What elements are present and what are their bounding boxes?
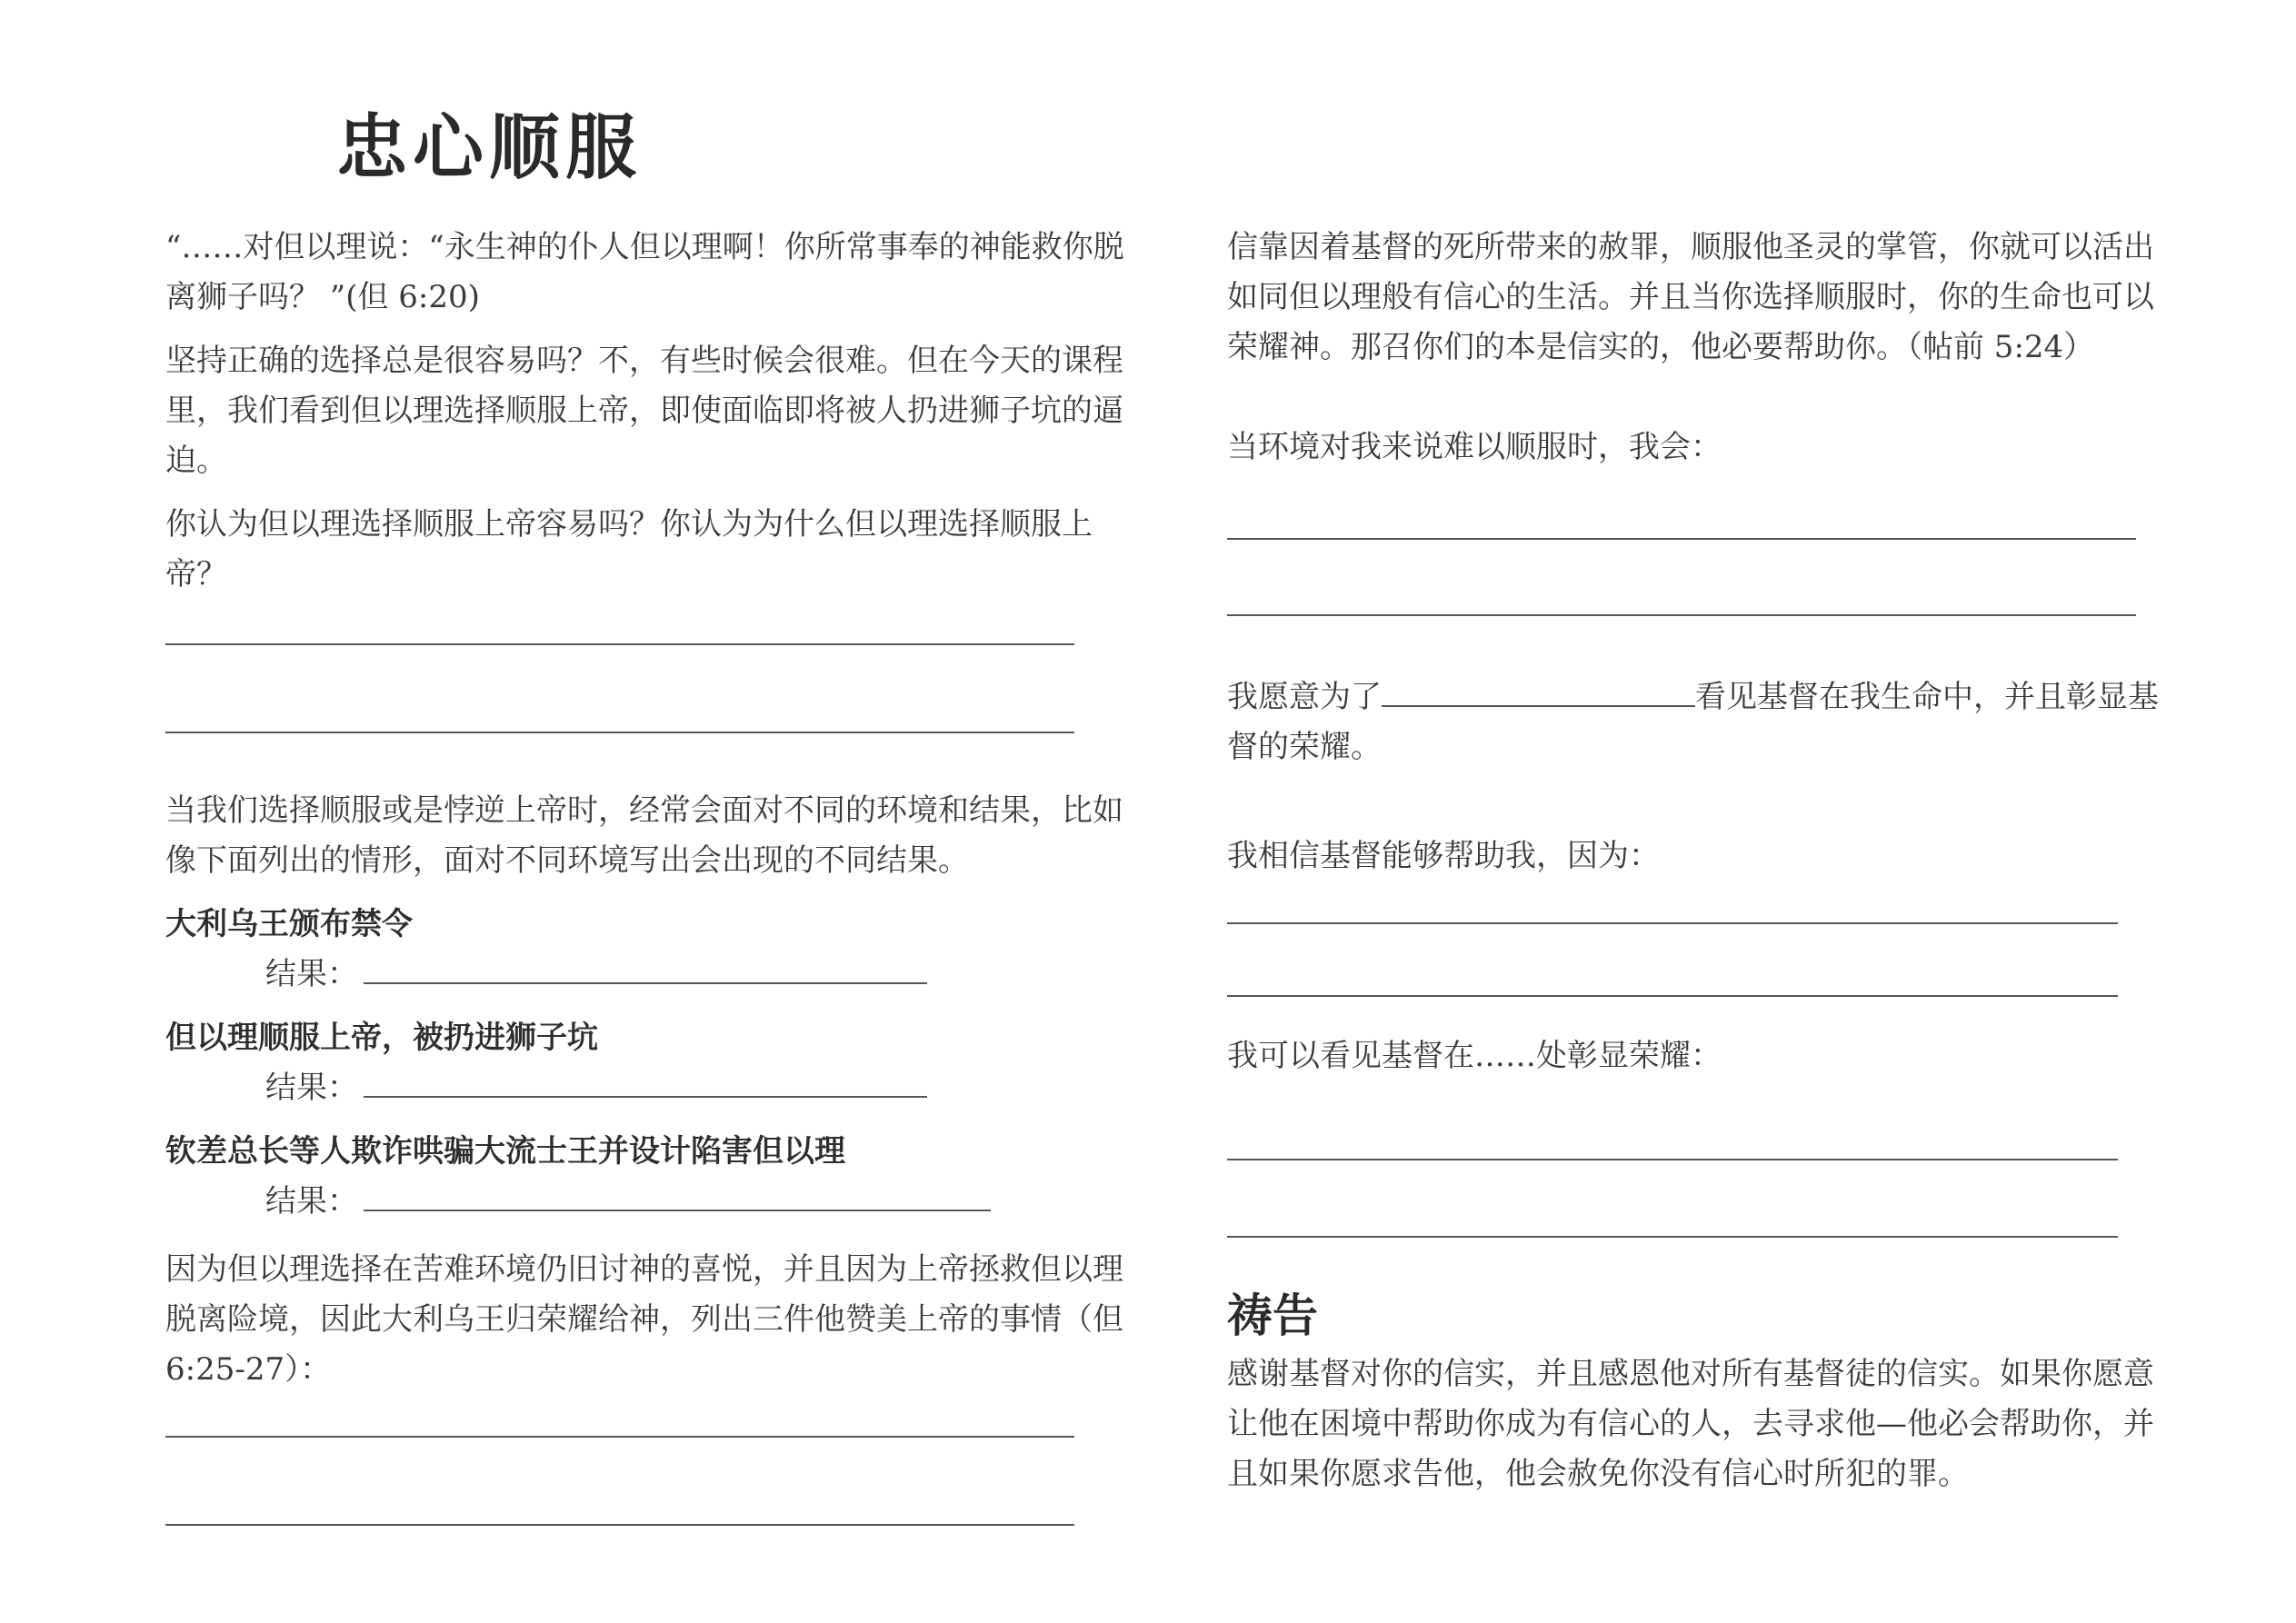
scenario-intro-paragraph: 当我们选择顺服或是悖逆上帝时，经常会面对不同的环境和结果，比如像下面列出的情形，面对不同环境写出会出现的不同结果。 xyxy=(165,792,1123,879)
page-title: 忠心顺服 xyxy=(336,107,643,189)
prompt-willing-after: 看见基督在我生命中，并且彰显基督的荣耀。 xyxy=(1227,679,2159,765)
verse-text: “……对但以理说：“永生神的仆人但以理啊！你所常事奉的神能救你脱离狮子吗？ ”(但 6:20) xyxy=(165,229,1124,315)
scenario-heading: 但以理顺服上帝，被扔进狮子坑 xyxy=(165,1020,598,1056)
result-answer-line[interactable] xyxy=(364,1182,991,1211)
result-label: 结果： xyxy=(265,1070,358,1106)
praise-question-paragraph: 因为但以理选择在苦难环境仍旧讨神的喜悦，并且因为上帝拯救但以理脱离险境，因此大利乌王归荣耀给神，列出三件他赞美上帝的事情（但 6:25-27）： xyxy=(165,1251,1123,1388)
question-paragraph: 你认为但以理选择顺服上帝容易吗？你认为为什么但以理选择顺服上帝？ xyxy=(165,506,1093,592)
intro-paragraph: 坚持正确的选择总是很容易吗？不，有些时候会很难。但在今天的课程里，我们看到但以理选择顺服上帝，即使面临即将被人扔进狮子坑的逼迫。 xyxy=(165,343,1123,479)
answer-line[interactable] xyxy=(1227,922,2118,924)
answer-line[interactable] xyxy=(1227,1159,2118,1160)
result-answer-line[interactable] xyxy=(364,1069,927,1098)
answer-line[interactable] xyxy=(1227,1236,2118,1238)
answer-line[interactable] xyxy=(165,643,1074,645)
answer-line[interactable] xyxy=(1227,538,2136,540)
result-row xyxy=(265,950,927,1000)
result-row xyxy=(265,1063,927,1113)
answer-line[interactable] xyxy=(165,1524,1074,1526)
prompt-willing-before: 我愿意为了 xyxy=(1227,679,1382,715)
prompt-difficult-obey: 当环境对我来说难以顺服时，我会： xyxy=(1227,429,1722,465)
scenario-heading: 大利乌王颁布禁令 xyxy=(165,906,413,942)
result-answer-line[interactable] xyxy=(364,955,927,984)
scenario-heading: 钦差总长等人欺诈哄骗大流士王并设计陷害但以理 xyxy=(165,1133,845,1170)
prayer-text: 感谢基督对你的信实，并且感恩他对所有基督徒的信实。如果你愿意让他在困境中帮助你成为有信心的人，去寻求他—他必会帮助你，并且如果你愿求告他，他会赦免你没有信心时所犯的罪。 xyxy=(1227,1356,2154,1492)
answer-line[interactable] xyxy=(165,732,1074,733)
answer-line[interactable] xyxy=(165,1436,1074,1438)
answer-line[interactable] xyxy=(1227,614,2136,616)
prayer-heading: 祷告 xyxy=(1227,1289,1318,1342)
result-label: 结果： xyxy=(265,1183,358,1220)
prompt-willing xyxy=(1227,672,2172,772)
left-column xyxy=(165,0,1138,1623)
result-label: 结果： xyxy=(265,956,358,992)
faith-paragraph: 信靠因着基督的死所带来的赦罪，顺服他圣灵的掌管，你就可以活出如同但以理般有信心的生活。并且当你选择顺服时，你的生命也可以荣耀神。那召你们的本是信实的，他必要帮助你。（帖前 5:24） xyxy=(1227,229,2154,365)
result-row xyxy=(265,1177,991,1227)
prompt-believe: 我相信基督能够帮助我，因为： xyxy=(1227,838,1660,874)
answer-line[interactable] xyxy=(1227,995,2118,997)
right-column xyxy=(1227,0,2172,1623)
willing-blank[interactable] xyxy=(1382,678,1695,707)
prompt-see-glory: 我可以看见基督在……处彰显荣耀： xyxy=(1227,1038,1722,1074)
